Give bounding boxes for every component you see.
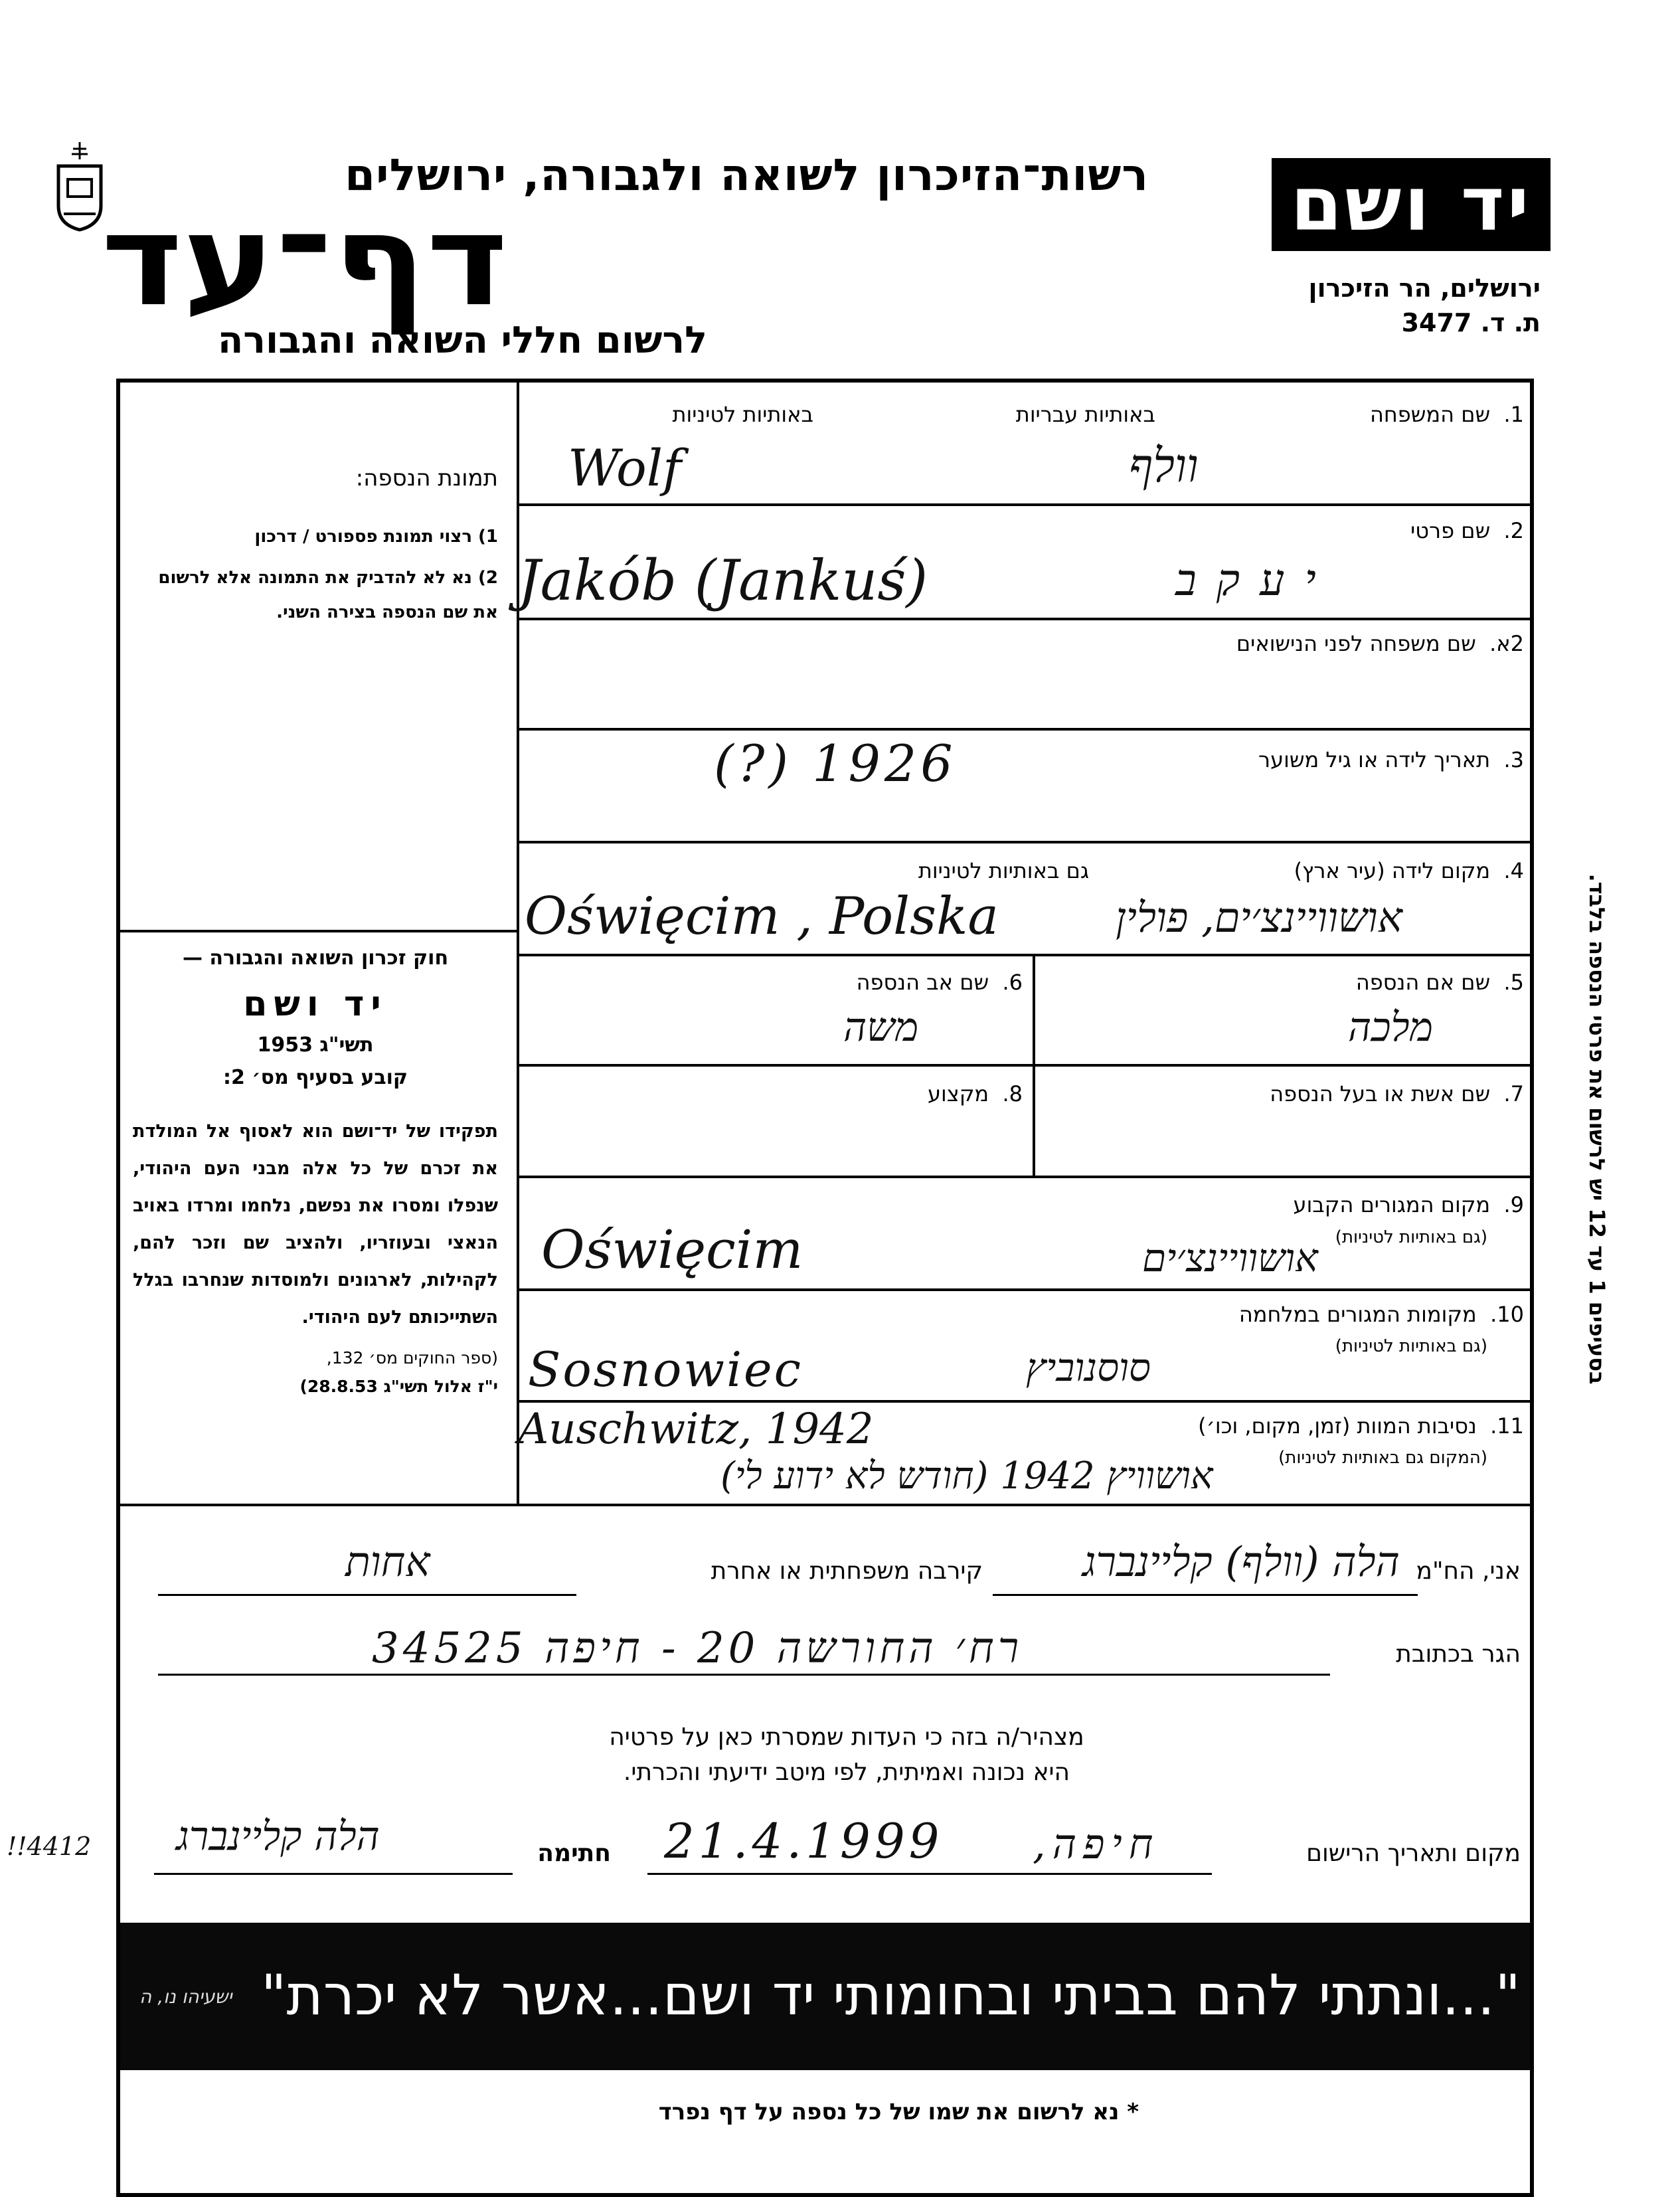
field-11-sub: (המקום גם באותיות לטיניות) xyxy=(1278,1448,1487,1468)
law-name: יד ושם xyxy=(243,984,388,1024)
footer-note: * נא לרשום את שמו של כל נספה על דף נפרד xyxy=(658,2099,1139,2125)
field-10-label: 10. מקומות המגורים במלחמה xyxy=(1238,1302,1524,1327)
declarant-name: הלה (וולף) קליינברג xyxy=(1082,1538,1400,1586)
field-10-sub: (גם באותיות לטיניות) xyxy=(1335,1336,1487,1356)
address-line2: ת. ד. 3477 xyxy=(1401,308,1541,337)
field-8-label: 8. מקצוע xyxy=(927,1081,1023,1106)
law-panel xyxy=(133,946,498,1396)
row-line-1 xyxy=(518,503,1534,506)
state-emblem-icon xyxy=(53,139,106,232)
signature-label: חתימה xyxy=(537,1840,611,1867)
yad-vashem-logo xyxy=(1272,158,1551,251)
statement-line2: היא נכונה ואמיתית, לפי מיטב ידיעתי והכרתי. xyxy=(623,1759,1070,1786)
declaration-address-underline xyxy=(158,1674,1330,1676)
law-ref: (ספר החוקים מס׳ 132, xyxy=(326,1348,498,1367)
declaration-relation-label: קירבה משפחתית או אחרת xyxy=(711,1557,983,1585)
field-10-hebrew-value: סוסנוביץ xyxy=(1026,1345,1151,1390)
field-9-sub: (גם באותיות לטיניות) xyxy=(1335,1227,1487,1247)
field-1-latin-value: Wolf xyxy=(568,438,682,497)
field-9-label: 9. מקום המגורים הקבוע xyxy=(1293,1192,1524,1217)
field-1-hebrew-value: וולף xyxy=(1129,438,1199,493)
mid-divider xyxy=(1033,955,1035,1177)
authority-name: רשות־הזיכרון לשואה ולגבורה, ירושלים xyxy=(345,149,1149,201)
field-11-latin-value: Auschwitz, 1942 xyxy=(518,1405,874,1454)
field-2-label: 2. שם פרטי xyxy=(1410,518,1524,543)
law-date: י"ז אלול תשי"ג 28.8.53) xyxy=(299,1377,498,1396)
law-year: תשי"ג 1953 xyxy=(257,1033,374,1057)
statement-line1: מצהיר/ה בזה כי העדות שמסרתי כאן על פרטיה xyxy=(609,1723,1084,1751)
place-date-label: מקום ותאריך הרישום xyxy=(1306,1840,1521,1867)
field-2-latin-value: Jakób (Jankuś) xyxy=(518,548,928,613)
registration-date: 21.4.1999 xyxy=(664,1813,944,1869)
row-line-9 xyxy=(518,1400,1534,1403)
photo-note-1: 1) רצוי תמונת פספורט / דרכון xyxy=(254,527,498,547)
photo-panel-title: תמונת הנספה: xyxy=(355,465,498,491)
row-line-6 xyxy=(518,1064,1534,1067)
field-9-latin-value: Oświęcim xyxy=(541,1219,803,1280)
row-line-8 xyxy=(518,1288,1534,1291)
field-1-hebrew-label: באותיות עבריות xyxy=(1015,402,1155,427)
registration-place: חיפה, xyxy=(1033,1820,1160,1868)
field-3-value: (?) 1926 xyxy=(714,734,957,793)
row-line-2 xyxy=(518,618,1534,620)
banner-quote: "...ונתתי להם בביתי ובחומותי יד ושם...אשר לא יכרת" xyxy=(260,1963,1521,2028)
field-5-value: מלכה xyxy=(1348,1004,1434,1051)
photo-panel xyxy=(133,465,498,630)
signature-underline xyxy=(154,1873,513,1875)
form-subtitle: לרשום חללי השואה והגבורה xyxy=(217,319,707,362)
field-4-hebrew-value: אושוויינצ׳ים, פולין xyxy=(1116,893,1402,942)
declaration-line1-underline xyxy=(158,1594,576,1596)
field-6-value: משה xyxy=(843,1004,919,1051)
declaration-name-underline xyxy=(993,1594,1418,1596)
declarant-relation: אחות xyxy=(345,1538,430,1586)
field-2a-label: 2א. שם משפחה לפני הנישואים xyxy=(1236,631,1524,656)
field-4-sub: גם באותיות לטיניות xyxy=(918,858,1089,883)
field-4-label: 4. מקום לידה (עיר ארץ) xyxy=(1294,858,1524,883)
field-7-label: 7. שם אשת או בעל הנספה xyxy=(1270,1081,1524,1106)
signature: הלה קליינברג xyxy=(176,1813,380,1860)
declaration-statement xyxy=(465,1723,1228,1786)
declaration-address-label: הגר בכתובת xyxy=(1396,1640,1521,1668)
photo-panel-bottom xyxy=(119,930,518,932)
field-1-latin-label: באותיות לטיניות xyxy=(672,402,813,427)
row-line-4 xyxy=(518,841,1534,843)
law-title: חוק זכרון השואה והגבורה — xyxy=(182,946,449,970)
field-9-hebrew-value: אושוויינצ׳ים xyxy=(1142,1235,1318,1280)
banner-source: ישעיהו נו, ה xyxy=(139,1986,232,2008)
declaration-line1-prefix: אני, הח"מ xyxy=(1416,1557,1521,1585)
photo-note-2: 2) נא לא להדביק את התמונה אלא לרשום את שם הנספה בצירה השני. xyxy=(158,568,498,622)
margin-mark: !!4412 xyxy=(7,1832,92,1861)
row-line-5 xyxy=(518,954,1534,956)
logo-text: יד ושם xyxy=(1290,161,1532,248)
section-divider xyxy=(119,1504,1534,1506)
side-note: בסעיפים 1 עד 12 יש לרשום את פרטי הנספה בלבד. xyxy=(1584,873,1610,1385)
law-section: קובע בסעיף מס׳ 2: xyxy=(222,1066,408,1089)
field-4-latin-value: Oświęcim , Polska xyxy=(525,887,999,946)
law-text: תפקידו של יד־ושם הוא לאסוף אל המולדת את זכרם של כל אלה מבני העם היהודי, שנפלו ומסרו את נפשם, נלחמו ומרדו באויב הנאצי ובעוזריו, ולהציב שם וזכר להם, לקהילות, לארגונים ולמוסדות שנחרבו בגלל השתייכותם לעם היהודי. xyxy=(133,1121,498,1328)
field-5-label: 5. שם אם הנספה xyxy=(1355,970,1524,995)
declarant-address: רח׳ החורשה 20 - חיפה 34525 xyxy=(372,1624,1023,1673)
row-line-7 xyxy=(518,1176,1534,1178)
row-line-3 xyxy=(518,728,1534,731)
address-line1: ירושלים, הר הזיכרון xyxy=(1308,274,1541,303)
field-3-label: 3. תאריך לידה או גיל משוער xyxy=(1258,747,1524,772)
field-11-label: 11. נסיבות המוות (זמן, מקום, וכו׳) xyxy=(1198,1413,1524,1439)
field-1-label: 1. שם המשפחה xyxy=(1369,402,1524,427)
field-2-hebrew-value: יעקב xyxy=(1175,555,1336,606)
field-6-label: 6. שם אב הנספה xyxy=(856,970,1023,995)
place-date-underline xyxy=(647,1873,1212,1875)
field-11-hebrew-value: אושוויץ 1942 (חודש לא ידוע לי) xyxy=(720,1454,1213,1498)
field-10-latin-value: Sosnowiec xyxy=(528,1342,803,1397)
